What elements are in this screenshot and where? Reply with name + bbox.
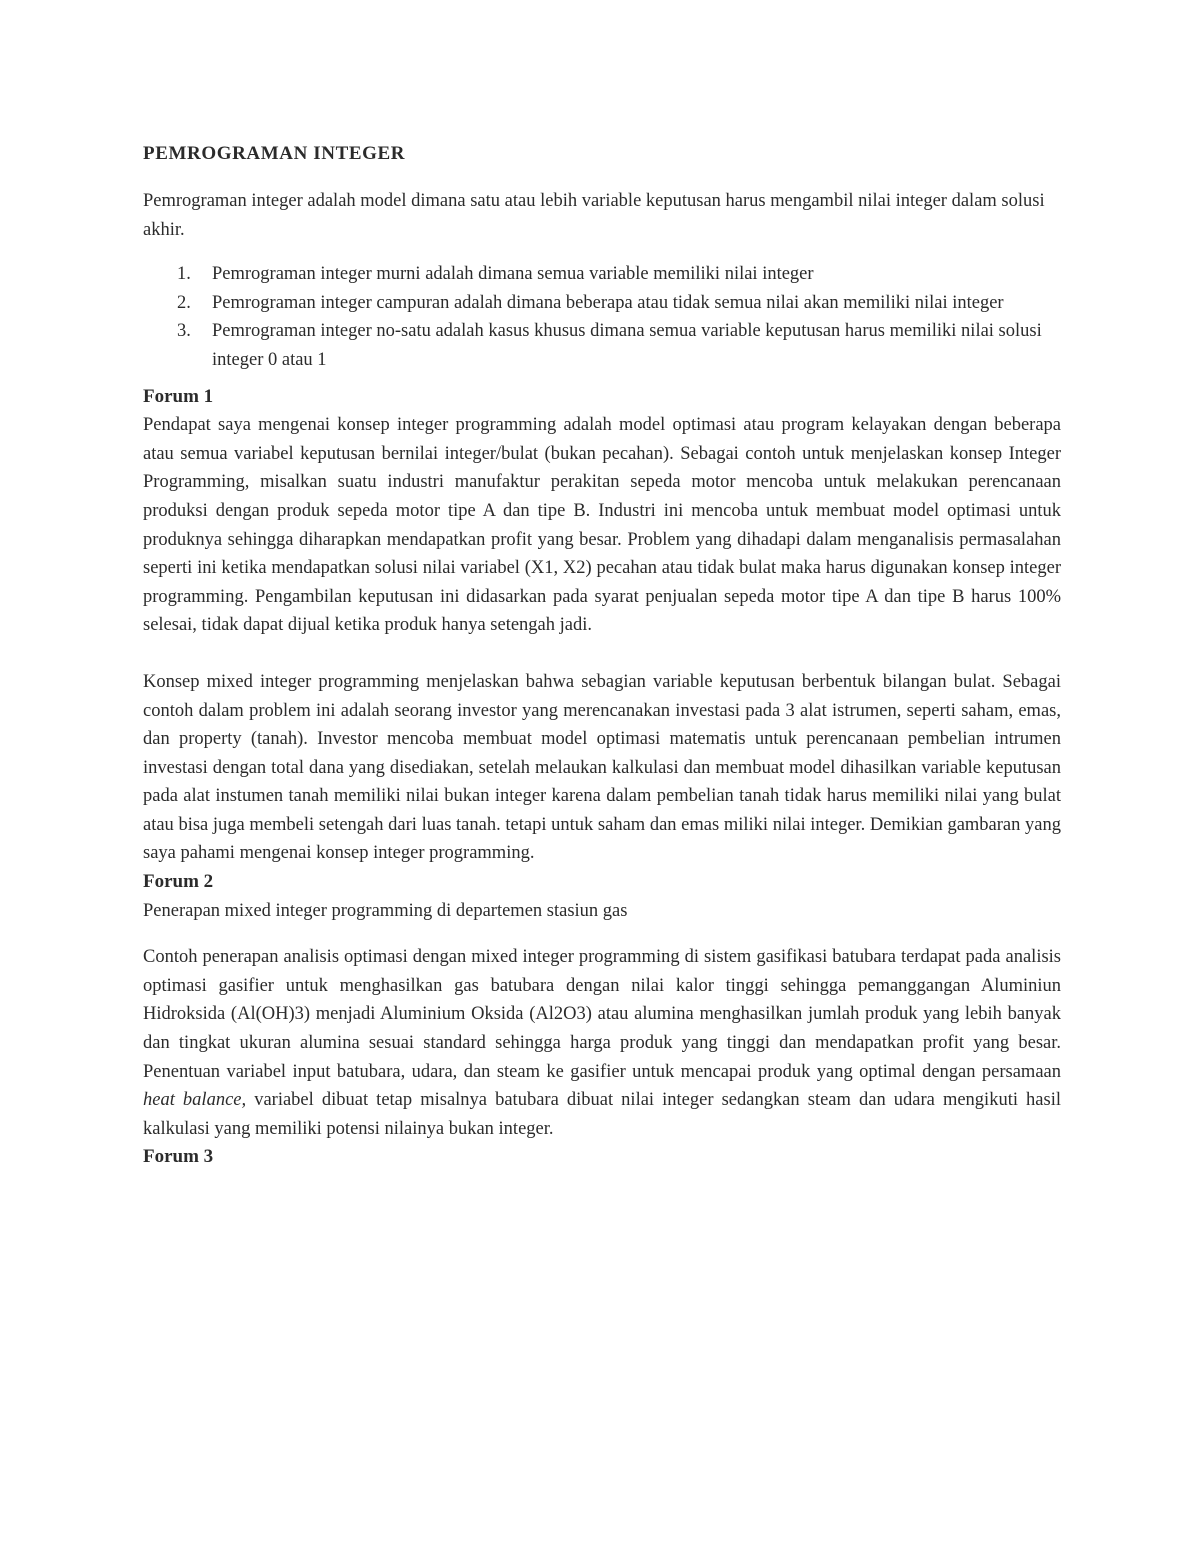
forum2-paragraph [143, 943, 1061, 1143]
list-item [143, 260, 1061, 289]
forum2-paragraph-text-2: variabel dibuat tetap misalnya batubara dibuat nilai integer sedangkan steam dan udara mengikuti hasil kalkulasi yang memiliki potensi nilainya bukan integer. [143, 1090, 1061, 1139]
list-number: 2. [177, 292, 191, 313]
forum2-subtitle: Penerapan mixed integer programming di departemen stasiun gas [143, 900, 628, 921]
forum2-paragraph-italic: heat balance, [143, 1090, 247, 1111]
forum2-heading: Forum 2 [143, 871, 214, 893]
intro-paragraph: Pemrograman integer adalah model dimana satu atau lebih variable keputusan harus mengambil nilai integer dalam solusi akhir. [143, 191, 1045, 240]
forum3-heading: Forum 3 [143, 1146, 214, 1168]
list-number: 3. [177, 321, 191, 342]
forum1-paragraph-2: Konsep mixed integer programming menjelaskan bahwa sebagian variable keputusan berbentuk bilangan bulat. Sebagai contoh dalam problem ini adalah seorang investor yang merencanakan investasi pada 3 alat istrumen, seperti saham, emas, dan property (tanah). Investor mencoba membuat model optimasi matematis untuk perencanaan pembelian intrumen investasi dengan total dana yang disediakan, setelah melaukan kalkulasi dan membuat model dihasilkan variable keputusan pada alat instumen tanah memiliki nilai bukan integer karena dalam pembelian tanah tidak harus memiliki nilai yang bulat atau bisa juga membeli setengah dari luas tanah. tetapi untuk saham dan emas miliki nilai integer. Demikian gambaran yang saya pahami mengenai konsep integer programming. [143, 671, 1061, 864]
forum1-heading: Forum 1 [143, 385, 214, 407]
list-item-text: Pemrograman integer no-satu adalah kasus khusus dimana semua variable keputusan harus memiliki nilai solusi integer 0 atau 1 [212, 321, 1042, 370]
list-number: 1. [177, 264, 191, 285]
forum2-paragraph-text-1: Contoh penerapan analisis optimasi dengan mixed integer programming di sistem gasifikasi batubara terdapat pada analisis optimasi gasifier untuk menghasilkan gas batubara dengan nilai kalor tinggi sehingga pemanggangan Aluminiun Hidroksida (Al(OH)3) menjadi Aluminium Oksida (Al2O3) atau alumina menghasilkan jumlah produk yang lebih banyak dan tingkat ukuran alumina sesuai standard sehingga harga produk yang tinggi dan mendapatkan profit yang besar. Penentuan variabel input batubara, udara, dan steam ke gasifier untuk mencapai produk yang optimal dengan persamaan [143, 947, 1061, 1082]
integer-types-list [143, 260, 1061, 374]
list-item-text: Pemrograman integer murni adalah dimana semua variable memiliki nilai integer [212, 264, 814, 285]
forum1-paragraph-1: Pendapat saya mengenai konsep integer programming adalah model optimasi atau program kelayakan dengan beberapa atau semua variabel keputusan bernilai integer/bulat (bukan pecahan). Sebagai contoh untuk menjelaskan konsep Integer Programming, misalkan suatu industri manufaktur perakitan sepeda motor mencoba untuk melakukan perencanaan produksi dengan produk sepeda motor tipe A dan tipe B. Industri ini mencoba untuk membuat model optimasi untuk produknya sehingga diharapkan mendapatkan profit yang besar. Problem yang dihadapi dalam menganalisis permasalahan seperti ini ketika mendapatkan solusi nilai variabel (X1, X2) pecahan atau tidak bulat maka harus digunakan konsep integer programming. Pengambilan keputusan ini didasarkan pada syarat penjualan sepeda motor tipe A dan tipe B harus 100% selesai, tidak dapat dijual ketika produk hanya setengah jadi. [143, 415, 1061, 636]
list-item [143, 317, 1061, 374]
document-title: PEMROGRAMAN INTEGER [143, 143, 406, 164]
list-item [143, 289, 1061, 318]
document-page [143, 140, 1061, 1172]
list-item-text: Pemrograman integer campuran adalah dimana beberapa atau tidak semua nilai akan memiliki nilai integer [212, 292, 1004, 313]
